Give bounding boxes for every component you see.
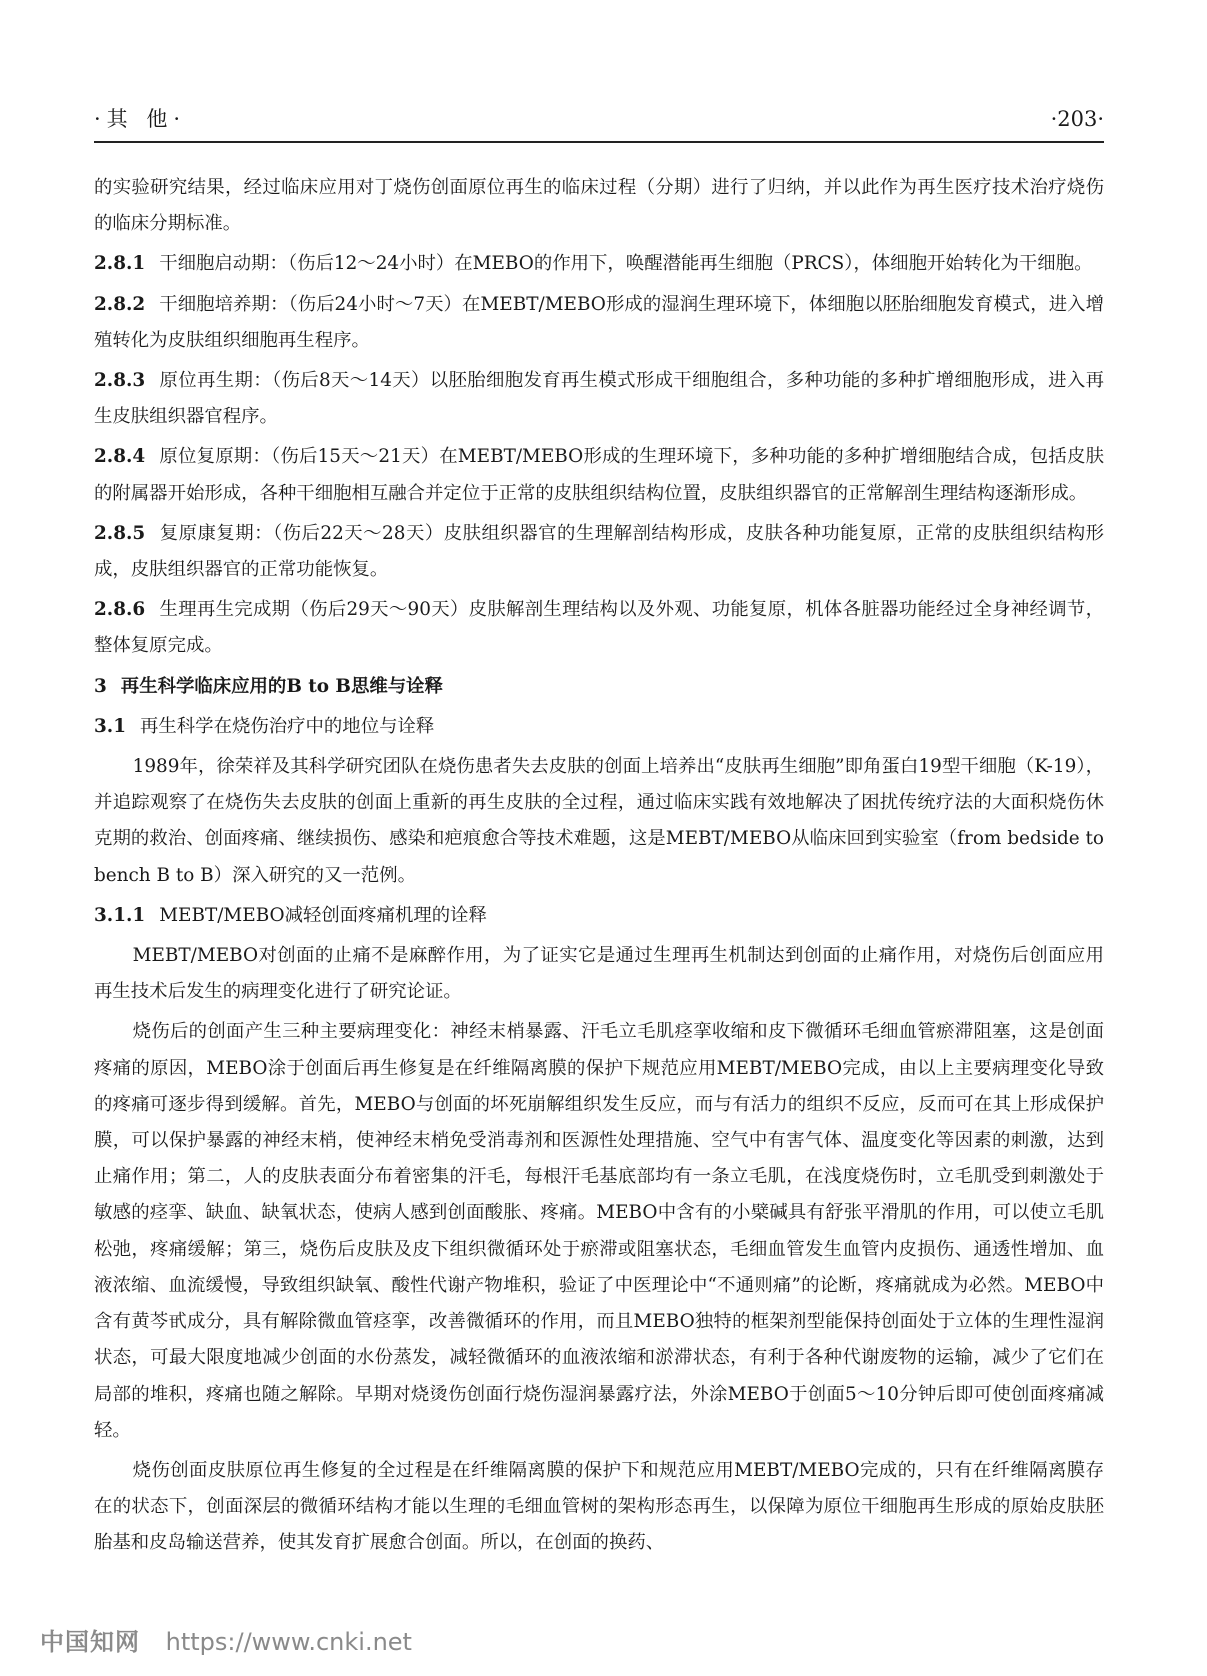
section-paragraph bbox=[94, 246, 1104, 282]
paragraph-text: MEBT/MEBO对创面的止痛不是麻醉作用，为了证实它是通过生理再生机制达到创面的止痛作用，对烧伤后创面应用再生技术后发生的病理变化进行了研究论证。 bbox=[94, 945, 1104, 1003]
section-number: 3 bbox=[94, 675, 107, 697]
body-paragraph bbox=[94, 170, 1104, 242]
header-rule bbox=[94, 141, 1104, 143]
body-paragraph bbox=[94, 1014, 1104, 1448]
page-number: ·203· bbox=[1050, 107, 1104, 131]
body-paragraph bbox=[94, 749, 1104, 894]
section-paragraph bbox=[94, 287, 1104, 359]
section-paragraph bbox=[94, 363, 1104, 435]
section-paragraph bbox=[94, 669, 1104, 705]
paragraph-text: 1989年，徐荣祥及其科学研究团队在烧伤患者失去皮肤的创面上培养出“皮肤再生细胞”即角蛋白19型干细胞（K-19），并追踪观察了在烧伤失去皮肤的创面上重新的再生皮肤的全过程，通过临床实践有效地解决了困扰传统疗法的大面积烧伤休克期的救治、创面疼痛、继续损伤、感染和疤痕愈合等技术难题，这是MEBT/MEBO从临床回到实验室（from bedside to bench B to B）深入研究的又一范例。 bbox=[94, 756, 1104, 886]
paragraph-text: 原位再生期：（伤后8天～14天）以胚胎细胞发育再生模式形成干细胞组合，多种功能的多种扩增细胞形成，进入再生皮肤组织器官程序。 bbox=[94, 370, 1104, 428]
section-number: 2.8.4 bbox=[94, 446, 146, 468]
paragraph-text: 再生科学临床应用的B to B思维与诠释 bbox=[120, 675, 443, 697]
section-paragraph bbox=[94, 898, 1104, 934]
section-paragraph bbox=[94, 516, 1104, 588]
paragraph-text: 复原康复期：（伤后22天～28天）皮肤组织器官的生理解剖结构形成，皮肤各种功能复原，正常的皮肤组织结构形成，皮肤组织器官的正常功能恢复。 bbox=[94, 522, 1104, 581]
watermark-url: https://www.cnki.net bbox=[165, 1628, 412, 1656]
paragraph-text: MEBT/MEBO减轻创面疼痛机理的诠释 bbox=[159, 904, 487, 926]
section-paragraph bbox=[94, 709, 1104, 745]
section-number: 3.1 bbox=[94, 715, 126, 737]
body-paragraph bbox=[94, 1453, 1104, 1562]
article-body bbox=[94, 170, 1104, 1566]
paragraph-text: 生理再生完成期（伤后29天～90天）皮肤解剖生理结构以及外观、功能复原，机体各脏器功能经过全身神经调节，整体复原完成。 bbox=[94, 599, 1104, 657]
body-paragraph bbox=[94, 938, 1104, 1010]
section-paragraph bbox=[94, 439, 1104, 511]
paragraph-text: 再生科学在烧伤治疗中的地位与诠释 bbox=[140, 715, 435, 737]
cnki-watermark bbox=[40, 1622, 412, 1657]
watermark-brand: 中国知网 bbox=[40, 1628, 140, 1656]
section-number: 2.8.5 bbox=[94, 522, 146, 544]
paragraph-text: 烧伤创面皮肤原位再生修复的全过程是在纤维隔离膜的保护下和规范应用MEBT/MEBO完成的，只有在纤维隔离膜存在的状态下，创面深层的微循环结构才能以生理的毛细血管树的架构形态再生，以保障为原位干细胞再生形成的原始皮肤胚胎基和皮岛输送营养，使其发育扩展愈合创面。所以，在创面的换药、 bbox=[94, 1459, 1104, 1554]
paragraph-text: 烧伤后的创面产生三种主要病理变化：神经末梢暴露、汗毛立毛肌痉挛收缩和皮下微循环毛细血管瘀滞阻塞，这是创面疼痛的原因，MEBO涂于创面后再生修复是在纤维隔离膜的保护下规范应用MEBT/MEBO完成，由以上主要病理变化导致的疼痛可逐步得到缓解。首先，MEBO与创面的坏死崩解组织发生反应，而与有活力的组织不反应，反而可在其上形成保护膜，可以保护暴露的神经末梢，使神经末梢免受消毒剂和医源性处理措施、空气中有害气体、温度变化等因素的刺激，达到止痛作用；第二，人的皮肤表面分布着密集的汗毛，每根汗毛基底部均有一条立毛肌，在浅度烧伤时，立毛肌受到刺激处于敏感的痉挛、缺血、缺氧状态，使病人感到创面酸胀、疼痛。MEBO中含有的小檗碱具有舒张平滑肌的作用，可以使立毛肌松弛，疼痛缓解；第三，烧伤后皮肤及皮下组织微循环处于瘀滞或阻塞状态，毛细血管发生血管内皮损伤、通透性增加、血液浓缩、血流缓慢，导致组织缺氧、酸性代谢产物堆积，验证了中医理论中“不通则痛”的论断，疼痛就成为必然。MEBO中含有黄芩甙成分，具有解除微血管痉挛，改善微循环的作用，而且MEBO独特的框架剂型能保持创面处于立体的生理性湿润状态，可最大限度地减少创面的水份蒸发，减轻微循环的血液浓缩和淤滞状态，有利于各种代谢废物的运输，减少了它们在局部的堆积，疼痛也随之解除。早期对烧烫伤创面行烧伤湿润暴露疗法，外涂MEBO于创面5～10分钟后即可使创面疼痛减轻。 bbox=[94, 1021, 1104, 1441]
section-number: 2.8.6 bbox=[94, 599, 146, 621]
section-number: 2.8.2 bbox=[94, 293, 146, 315]
section-paragraph bbox=[94, 592, 1104, 664]
paragraph-text: 干细胞培养期：（伤后24小时～7天）在MEBT/MEBO形成的湿润生理环境下，体细胞以胚胎细胞发育模式，进入增殖转化为皮肤组织细胞再生程序。 bbox=[94, 293, 1104, 351]
paragraph-text: 的实验研究结果，经过临床应用对丁烧伤创面原位再生的临床过程（分期）进行了归纳，并以此作为再生医疗技术治疗烧伤的临床分期标准。 bbox=[94, 177, 1104, 235]
paragraph-text: 干细胞启动期：（伤后12～24小时）在MEBO的作用下，唤醒潜能再生细胞（PRCS），体细胞开始转化为干细胞。 bbox=[159, 253, 1093, 275]
section-number: 2.8.1 bbox=[94, 253, 146, 275]
paragraph-text: 原位复原期：（伤后15天～21天）在MEBT/MEBO形成的生理环境下，多种功能的多种扩增细胞结合成，包括皮肤的附属器开始形成，各种干细胞相互融合并定位于正常的皮肤组织结构位置，皮肤组织器官的正常解剖生理结构逐渐形成。 bbox=[94, 446, 1104, 504]
section-number: 2.8.3 bbox=[94, 370, 146, 392]
section-number: 3.1.1 bbox=[94, 904, 146, 926]
section-title: ·其 他· bbox=[94, 107, 187, 131]
